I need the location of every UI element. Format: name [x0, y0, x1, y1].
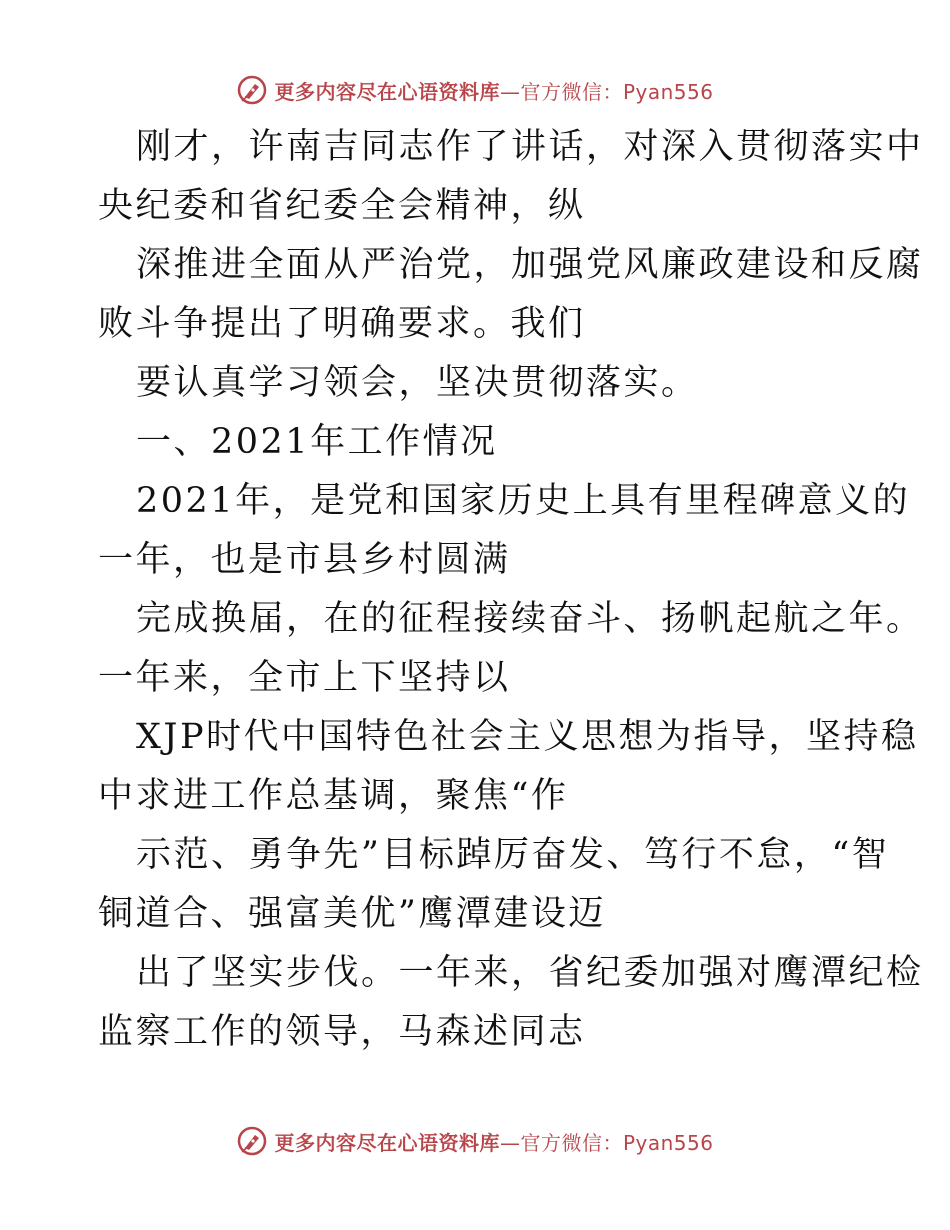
paragraph: 示范、勇争先”目标踔厉奋发、笃行不怠，“智 铜道合、强富美优”鹰潭建设迈	[98, 835, 890, 934]
footer-watermark	[0, 1121, 950, 1161]
document-body	[98, 118, 924, 1062]
section-heading: 一、2021年工作情况	[136, 422, 498, 462]
pen-nib-circle-icon	[236, 1125, 268, 1157]
paragraph: XJP时代中国特色社会主义思想为指导，坚持稳 中求进工作总基调，聚焦“作	[98, 717, 919, 816]
pen-nib-circle-icon	[236, 74, 268, 106]
watermark-text: 更多内容尽在心语资料库—官方微信：Pyan556	[274, 1130, 714, 1155]
header-watermark	[0, 70, 950, 110]
paragraph: 要认真学习领会，坚决贯彻落实。	[136, 363, 699, 403]
paragraph: 刚才，许南吉同志作了讲话，对深入贯彻落实中 央纪委和省纪委全会精神，纵	[98, 127, 924, 226]
paragraph: 2021年，是党和国家历史上具有里程碑意义的 一年，也是市县乡村圆满	[98, 481, 911, 580]
paragraph: 深推进全面从严治党，加强党风廉政建设和反腐 败斗争提出了明确要求。我们	[98, 245, 924, 344]
paragraph: 出了坚实步伐。一年来，省纪委加强对鹰潭纪检 监察工作的领导，马森述同志	[98, 953, 924, 1052]
watermark-text: 更多内容尽在心语资料库—官方微信：Pyan556	[274, 79, 714, 104]
paragraph: 完成换届，在的征程接续奋斗、扬帆起航之年。 一年来，全市上下坚持以	[98, 599, 924, 698]
